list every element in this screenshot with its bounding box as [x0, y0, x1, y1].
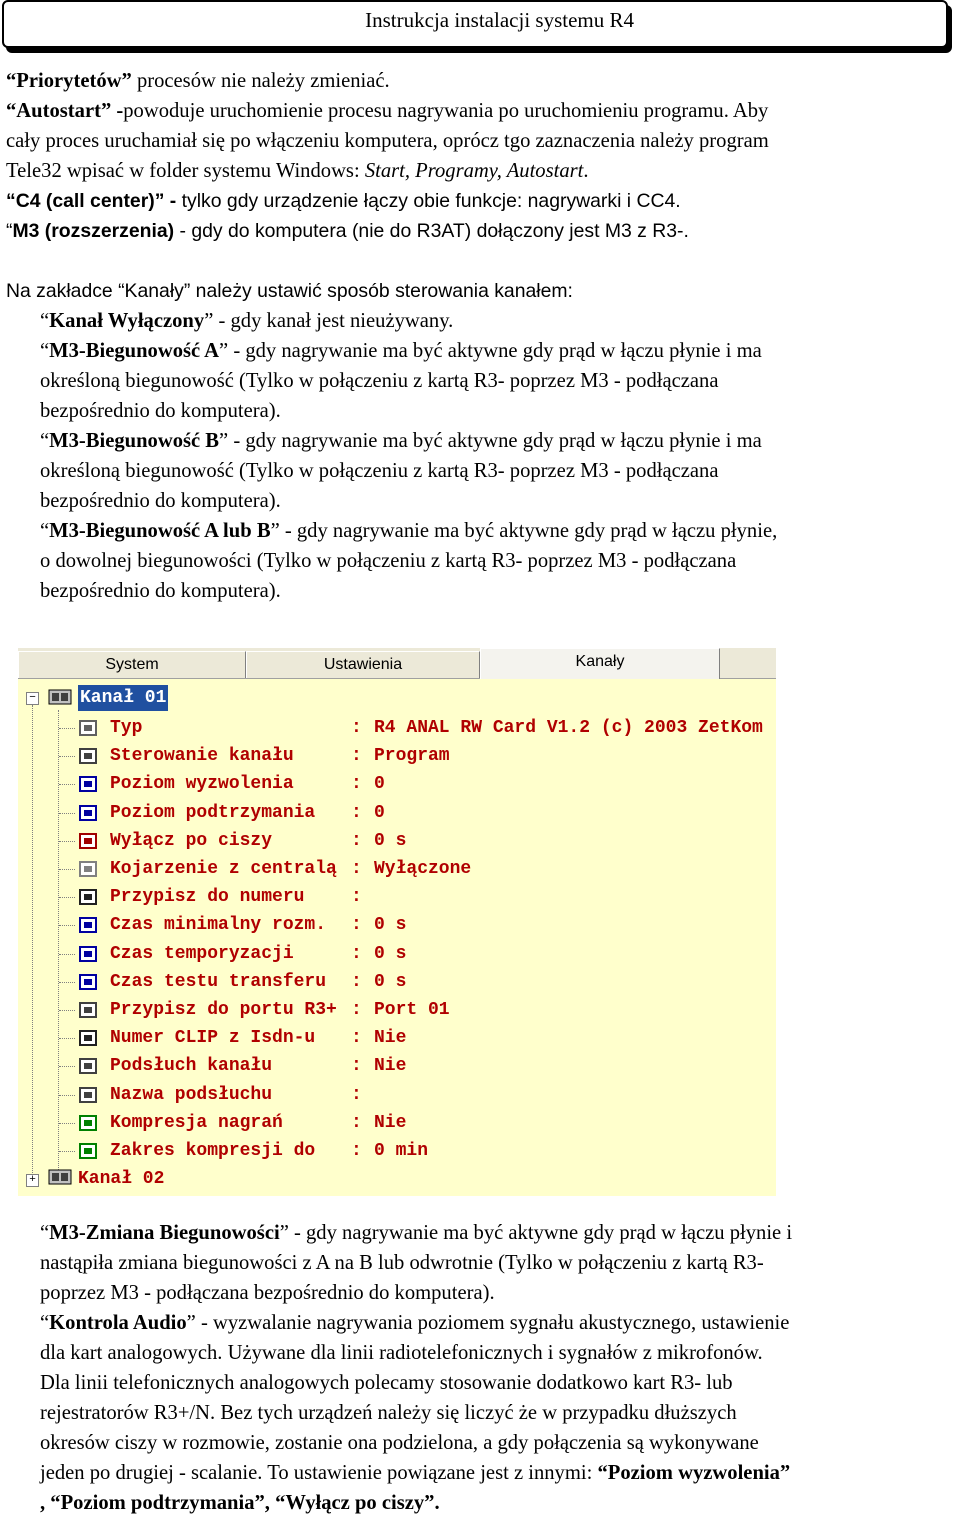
clock-icon [78, 945, 98, 963]
row-separator: : [351, 1141, 362, 1161]
tab-settings[interactable]: Ustawienia [246, 651, 480, 678]
tree-connector [59, 841, 75, 842]
antenna-icon [78, 1057, 98, 1075]
tree-row[interactable] [18, 742, 776, 770]
tab-system[interactable]: System [18, 651, 246, 678]
tree-row[interactable] [18, 855, 776, 883]
compress-icon [78, 1142, 98, 1160]
collapse-button[interactable]: − [26, 692, 39, 705]
tree-connector [59, 1151, 75, 1152]
tree-connector [59, 728, 75, 729]
tree-row[interactable] [18, 883, 776, 911]
text-line: , “Poziom podtrzymania”, “Wyłącz po ciszy”. [40, 1492, 440, 1514]
clock-icon [78, 916, 98, 934]
silence-icon [78, 832, 98, 850]
text-line: “Kontrola Audio” - wyzwalanie nagrywania poziomem sygnału akustycznego, ustawienie [40, 1312, 790, 1334]
row-separator: : [351, 774, 362, 795]
tree-row[interactable] [18, 1024, 776, 1052]
row-label: Kompresja nagrań [110, 1112, 283, 1133]
tree-row[interactable] [18, 911, 776, 939]
card-icon [78, 719, 98, 737]
text-line: Dla linii telefonicznych analogowych polecamy stosowanie dodatkowo kart R3- lub [40, 1372, 733, 1394]
text-line: nastąpiła zmiana biegunowości z A na B lub odwrotnie (Tylko w połączeniu z kartą R3- [40, 1252, 764, 1274]
row-label: Sterowanie kanału [110, 746, 294, 767]
row-value: 0 min [374, 1141, 429, 1161]
gears-icon [78, 747, 98, 765]
phone-icon [78, 860, 98, 878]
row-separator: : [351, 1000, 362, 1020]
channel-02-label[interactable]: Kanał 02 [78, 1169, 165, 1189]
tree-connector [59, 925, 75, 926]
tree-row[interactable] [18, 996, 776, 1024]
text-line: okresów ciszy w rozmowie, zostanie ona podzielona, a gdy połączenia są wykonywane [40, 1432, 759, 1454]
text-line: rejestratorów R3+/N. Bez tych urządzeń należy się liczyć że w przypadku dłuższych [40, 1402, 737, 1424]
text-line: “C4 (call center)” - tylko gdy urządzenie łączy obie funkcje: nagrywarki i CC4. [6, 190, 681, 212]
row-label: Nazwa podsłuchu [110, 1084, 273, 1105]
row-label: Przypisz do portu R3+ [110, 1000, 337, 1020]
row-value: Port 01 [374, 1000, 450, 1020]
row-value: R4 ANAL RW Card V1.2 (c) 2003 ZetKom [374, 718, 763, 738]
text-line: Na zakładce “Kanały” należy ustawić sposób sterowania kanałem: [6, 280, 573, 302]
tree-row[interactable] [18, 827, 776, 855]
level-icon [78, 804, 98, 822]
row-value: 0 s [374, 943, 407, 964]
text-line: cały proces uruchamiał się po włączeniu komputera, oprócz tgo zaznaczenia należy program [6, 130, 769, 152]
row-separator: : [351, 971, 362, 992]
text-line: dla kart analogowych. Używane dla linii radiotelefonicznych i sygnałów z mikrofonów. [40, 1342, 763, 1364]
tree-row[interactable] [18, 714, 776, 742]
row-value: 0 s [374, 971, 407, 992]
row-value: Nie [374, 1056, 407, 1077]
row-label: Kojarzenie z centralą [110, 859, 337, 879]
row-label: Numer CLIP z Isdn-u [110, 1028, 316, 1049]
tab-bar [18, 648, 776, 679]
row-value: Nie [374, 1028, 407, 1049]
level-icon [78, 775, 98, 793]
channel-card-icon [48, 1168, 72, 1186]
text-line: “M3 (rozszerzenia) - gdy do komputera (nie do R3AT) dołączony jest M3 z R3-. [6, 220, 689, 242]
tree-row[interactable] [18, 1109, 776, 1137]
tree-row[interactable] [18, 1137, 776, 1165]
channels-screenshot [18, 648, 776, 1196]
text-line: Tele32 wpisać w folder systemu Windows: Start, Programy, Autostart. [6, 160, 589, 182]
row-separator: : [351, 830, 362, 851]
tree-connector [59, 813, 75, 814]
number-icon [78, 888, 98, 906]
tree-connector [59, 1010, 75, 1011]
text-line: bezpośrednio do komputera). [40, 580, 281, 602]
row-separator: : [351, 915, 362, 936]
compress-icon [78, 1114, 98, 1132]
row-value: Nie [374, 1112, 407, 1133]
row-separator: : [351, 1028, 362, 1049]
text-line: poprzez M3 - podłączana bezpośrednio do komputera). [40, 1282, 495, 1304]
row-value: 0 [374, 774, 385, 795]
text-line: “M3-Biegunowość B” - gdy nagrywanie ma być aktywne gdy prąd w łączu płynie i ma [40, 430, 762, 452]
row-separator: : [351, 718, 362, 738]
row-label: Poziom wyzwolenia [110, 774, 294, 795]
row-value: Wyłączone [374, 859, 472, 879]
text-line: “M3-Biegunowość A” - gdy nagrywanie ma być aktywne gdy prąd w łączu płynie i ma [40, 340, 762, 362]
row-separator: : [351, 746, 362, 767]
text-line: o dowolnej biegunowości (Tylko w połączeniu z kartą R3- poprzez M3 - podłączana [40, 550, 737, 572]
row-value: Program [374, 746, 450, 767]
tree-row[interactable] [18, 1081, 776, 1109]
text-line: jeden po drugiej - scalanie. To ustawienie powiązane jest z innymi: “Poziom wyzwolenia” [40, 1462, 791, 1484]
number-icon [78, 1029, 98, 1047]
row-value: 0 s [374, 915, 407, 936]
clock-icon [78, 973, 98, 991]
port-icon [78, 1001, 98, 1019]
row-label: Czas testu transferu [110, 971, 327, 992]
tree-row[interactable] [18, 1052, 776, 1080]
text-line: “Kanał Wyłączony” - gdy kanał jest nieużywany. [40, 310, 454, 332]
row-separator: : [351, 887, 362, 908]
tree-connector [59, 784, 75, 785]
page-header [2, 0, 948, 48]
tree-row[interactable] [18, 968, 776, 996]
row-separator: : [351, 943, 362, 964]
channel-card-icon [48, 688, 72, 706]
row-label: Czas minimalny rozm. [110, 915, 327, 936]
row-label: Wyłącz po ciszy [110, 830, 273, 851]
text-line: “M3-Biegunowość A lub B” - gdy nagrywanie ma być aktywne gdy prąd w łączu płynie, [40, 520, 778, 542]
tree-connector [59, 869, 75, 870]
text-line: określoną biegunowość (Tylko w połączeniu z kartą R3- poprzez M3 - podłączana [40, 370, 719, 392]
tree-connector [59, 1066, 75, 1067]
row-separator: : [351, 859, 362, 879]
tree-connector [59, 1095, 75, 1096]
tree-connector [59, 756, 75, 757]
tree-connector [59, 982, 75, 983]
row-label: Zakres kompresji do [110, 1141, 316, 1161]
channel-01-label[interactable]: Kanał 01 [78, 685, 168, 711]
row-label: Czas temporyzacji [110, 943, 294, 964]
row-value: 0 [374, 802, 385, 823]
document-title: Instrukcja instalacji systemu R4 [365, 8, 634, 32]
antenna-icon [78, 1086, 98, 1104]
text-line: “Priorytetów” procesów nie należy zmieniać. [6, 70, 390, 92]
tab-channels[interactable]: Kanały [480, 648, 720, 679]
row-separator: : [351, 1112, 362, 1133]
tree-connector [59, 1123, 75, 1124]
tree-row[interactable] [18, 770, 776, 798]
row-value: 0 s [374, 830, 407, 851]
row-label: Poziom podtrzymania [110, 802, 316, 823]
tree-row[interactable] [18, 799, 776, 827]
text-line: “M3-Zmiana Biegunowości” - gdy nagrywanie ma być aktywne gdy prąd w łączu płynie i [40, 1222, 793, 1244]
row-label: Typ [110, 718, 143, 738]
row-separator: : [351, 802, 362, 823]
row-label: Przypisz do numeru [110, 887, 305, 908]
text-line: bezpośrednio do komputera). [40, 490, 281, 512]
text-line: bezpośrednio do komputera). [40, 400, 281, 422]
tree-connector [59, 897, 75, 898]
tree-connector [59, 1038, 75, 1039]
tree-row[interactable] [18, 940, 776, 968]
expand-button[interactable]: + [26, 1174, 39, 1187]
text-line: “Autostart” -powoduje uruchomienie procesu nagrywania po uruchomieniu programu. Aby [6, 100, 769, 122]
row-separator: : [351, 1084, 362, 1105]
row-label: Podsłuch kanału [110, 1056, 273, 1077]
tree-connector [59, 954, 75, 955]
row-separator: : [351, 1056, 362, 1077]
text-line: określoną biegunowość (Tylko w połączeniu z kartą R3- poprzez M3 - podłączana [40, 460, 719, 482]
